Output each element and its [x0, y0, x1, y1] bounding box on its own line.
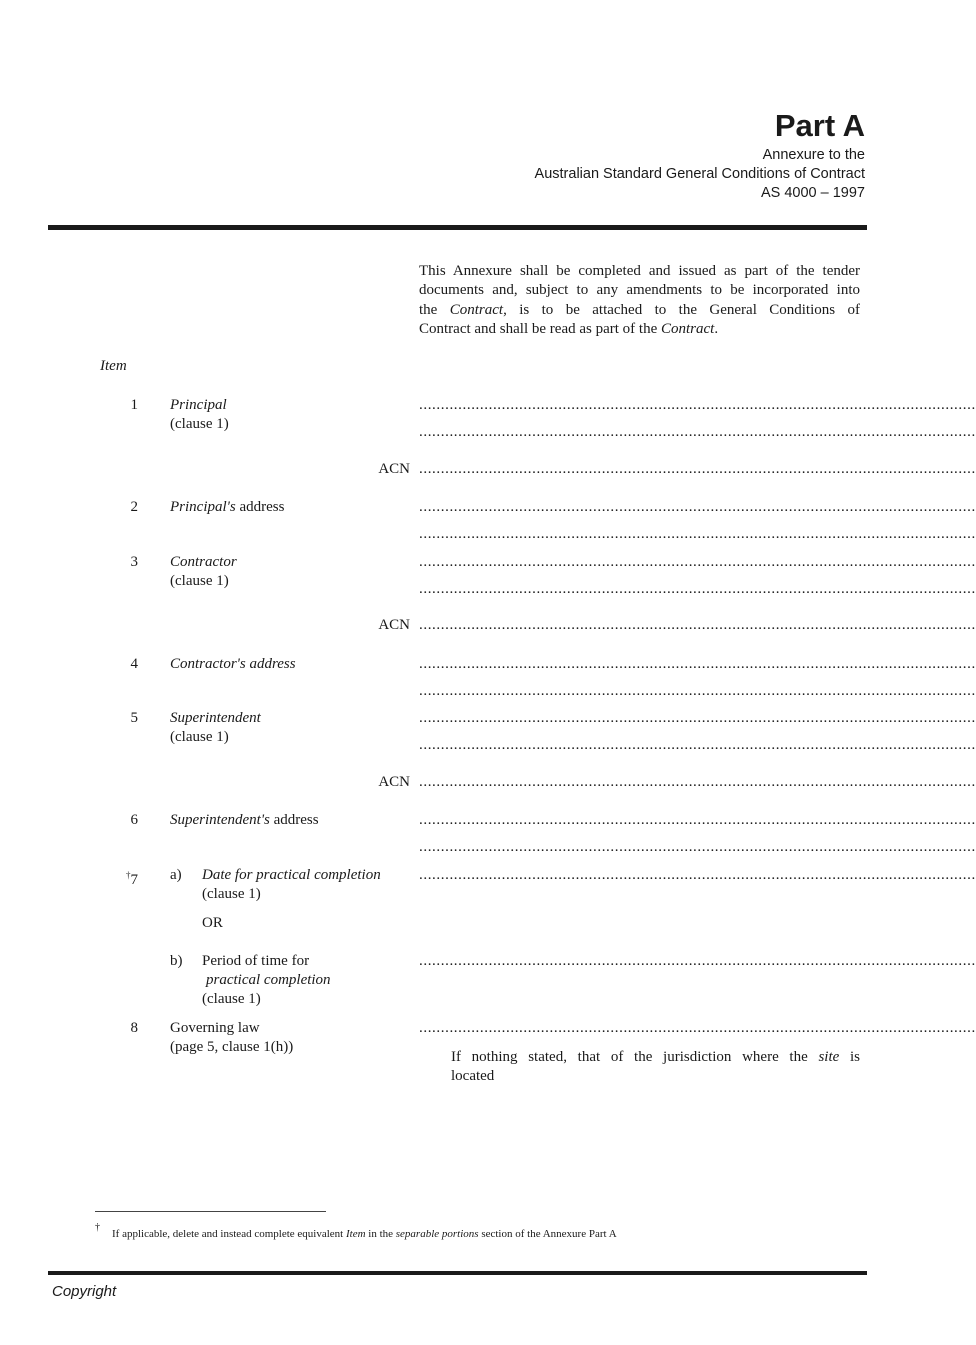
- intro-line: the Contract, is to be attached to the General Conditions of: [419, 301, 860, 318]
- governing-law-note: If nothing stated, that of the jurisdiction where the site is: [451, 1049, 860, 1065]
- fill-in-line[interactable]: ................................................................................................................................: [419, 424, 976, 440]
- fill-in-line[interactable]: ................................................................................................................................: [419, 656, 976, 672]
- sub-item-letter: b): [170, 953, 183, 969]
- fill-in-line[interactable]: ................................................................................................................................: [419, 499, 976, 515]
- fill-in-line[interactable]: ................................................................................................................................: [419, 683, 976, 699]
- item-label: Superintendent's address: [170, 812, 319, 828]
- item-label-continued: practical completion: [206, 972, 331, 988]
- fill-in-line[interactable]: ................................................................................................................................: [419, 526, 976, 542]
- footnote-dagger: †: [95, 1222, 100, 1233]
- item-clause: (clause 1): [170, 729, 229, 745]
- item-clause: (clause 1): [202, 991, 261, 1007]
- dagger-mark: †: [126, 870, 131, 880]
- item-label: Contractor: [170, 554, 237, 570]
- item-number: 4: [130, 656, 138, 672]
- subtitle-standard: Australian Standard General Conditions of Contract: [534, 166, 865, 182]
- item-label: Superintendent: [170, 710, 261, 726]
- intro-paragraph: [419, 262, 860, 339]
- intro-line: This Annexure shall be completed and issued as part of the tender: [419, 263, 860, 279]
- acn-label: ACN: [378, 461, 410, 477]
- fill-in-line[interactable]: ................................................................................................................................: [419, 581, 976, 597]
- item-label: Principal's address: [170, 499, 285, 515]
- footer-rule: [48, 1271, 867, 1275]
- copyright-label: Copyright: [52, 1283, 117, 1300]
- page-title: Part A: [774, 108, 865, 143]
- fill-in-line[interactable]: ................................................................................................................................: [419, 867, 976, 883]
- footnote-text: If applicable, delete and instead complete equivalent Item in the separable portions section of the Annexure Part A: [112, 1228, 617, 1240]
- acn-fill-in-line[interactable]: ................................................................................................................................: [419, 774, 976, 790]
- header-rule: [48, 225, 867, 230]
- acn-label: ACN: [378, 617, 410, 633]
- item-number: 2: [130, 499, 138, 515]
- item-label: Principal: [170, 397, 227, 413]
- fill-in-line[interactable]: ................................................................................................................................: [419, 710, 976, 726]
- fill-in-line[interactable]: ................................................................................................................................: [419, 839, 976, 855]
- fill-in-line[interactable]: ................................................................................................................................: [419, 812, 976, 828]
- item-number: 3: [130, 554, 138, 570]
- item-clause: (clause 1): [170, 573, 229, 589]
- fill-in-line[interactable]: ................................................................................................................................: [419, 737, 976, 753]
- item-label: Contractor's address: [170, 656, 296, 672]
- fill-in-line[interactable]: ................................................................................................................................: [419, 397, 976, 413]
- acn-fill-in-line[interactable]: ................................................................................................................................: [419, 617, 976, 633]
- subtitle-annexure: Annexure to the: [762, 147, 865, 163]
- intro-line: Contract and shall be read as part of the Contract.: [419, 320, 719, 337]
- item-clause: (clause 1): [202, 886, 261, 902]
- intro-line: documents and, subject to any amendments to be incorporated into: [419, 282, 860, 299]
- item-number: 1: [130, 397, 138, 413]
- subtitle-code: AS 4000 – 1997: [760, 185, 865, 201]
- item-clause: (clause 1): [170, 416, 229, 432]
- fill-in-line[interactable]: ................................................................................................................................: [419, 554, 976, 570]
- item-label: Governing law: [170, 1020, 260, 1036]
- item-number: 8: [130, 1020, 138, 1036]
- sub-item-letter: a): [170, 867, 182, 883]
- item-clause: (page 5, clause 1(h)): [170, 1039, 294, 1055]
- acn-label: ACN: [378, 774, 410, 790]
- item-label: Period of time for: [202, 953, 310, 969]
- acn-fill-in-line[interactable]: ................................................................................................................................: [419, 461, 976, 477]
- item-number: 6: [130, 812, 138, 828]
- fill-in-line[interactable]: ................................................................................................................................: [419, 1020, 976, 1036]
- item-label: Date for practical completion: [202, 867, 381, 883]
- footnote-rule: [95, 1211, 326, 1212]
- item-number: †7: [126, 870, 138, 888]
- item-number: 5: [130, 710, 138, 726]
- fill-in-line[interactable]: ................................................................................................................................: [419, 953, 976, 969]
- or-separator: OR: [202, 915, 223, 931]
- item-column-header: Item: [100, 358, 127, 374]
- governing-law-note-continued: located: [451, 1068, 495, 1084]
